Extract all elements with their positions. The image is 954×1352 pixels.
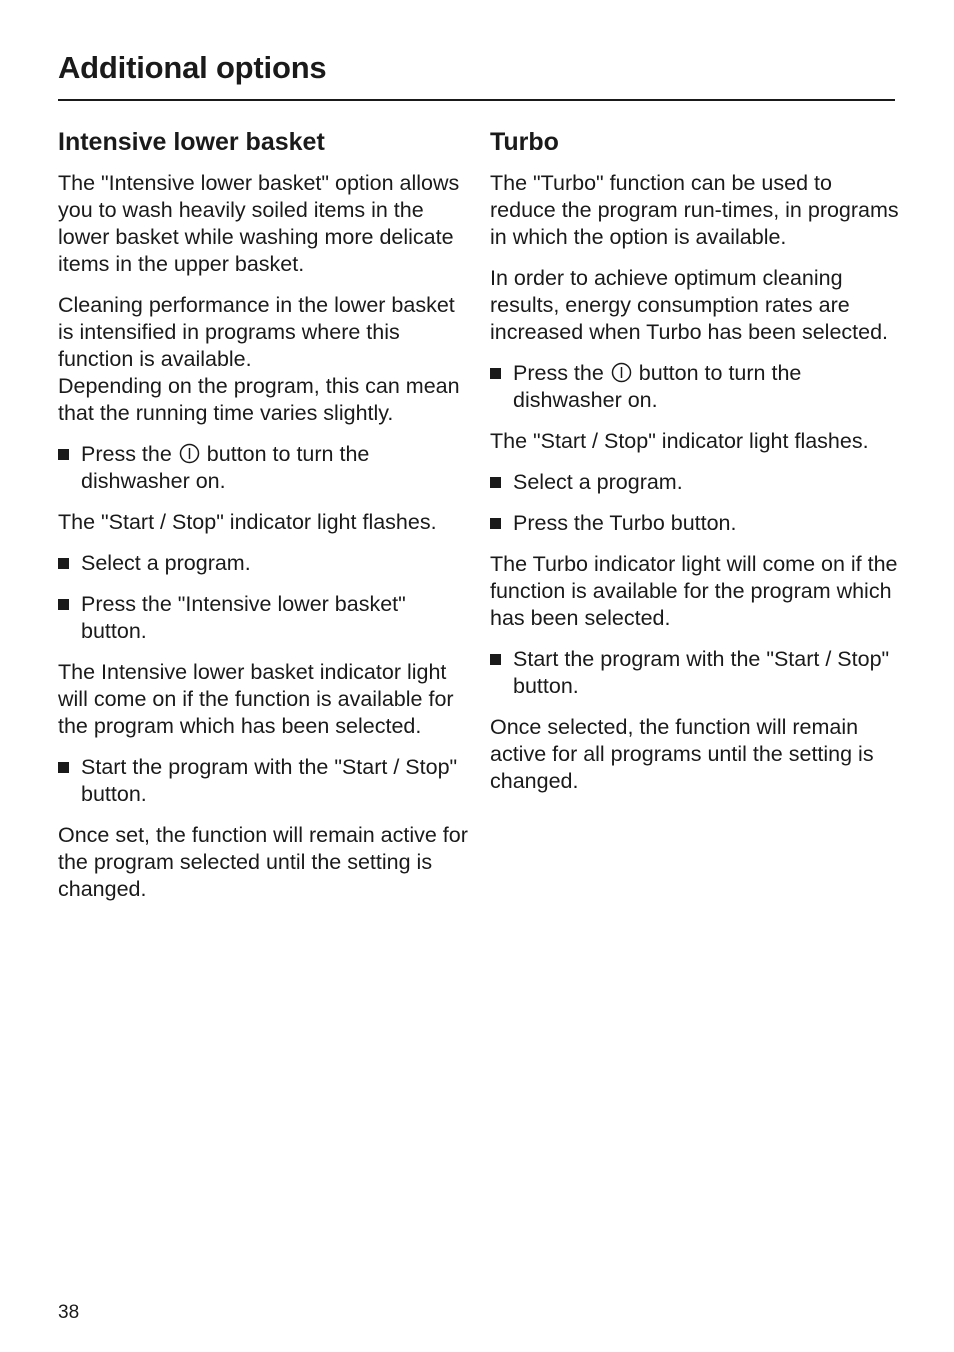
- paragraph: The "Intensive lower basket" option allows you to wash heavily soiled items in the lower basket while washing more delicate items in the upper basket.: [58, 171, 460, 276]
- instruction-step: [58, 754, 468, 808]
- instruction-step: [490, 510, 900, 537]
- square-bullet-icon: [58, 449, 69, 460]
- paragraph: In order to achieve optimum cleaning results, energy consumption rates are increased when Turbo has been selected.: [490, 266, 889, 344]
- square-bullet-icon: [58, 558, 69, 569]
- paragraph: [58, 292, 468, 427]
- paragraph: Once set, the function will remain active for the program selected until the setting is changed.: [58, 823, 468, 901]
- power-button-icon: [611, 362, 632, 383]
- step-text: button to turn the dishwasher on.: [513, 361, 802, 412]
- step-text: Press the "Intensive lower basket" button.: [81, 592, 406, 643]
- paragraph: The "Turbo" function can be used to reduce the program run-times, in programs in which the option is available.: [490, 171, 899, 249]
- paragraph: The "Start / Stop" indicator light flashes.: [490, 429, 869, 453]
- paragraph: The "Start / Stop" indicator light flashes.: [58, 510, 437, 534]
- square-bullet-icon: [490, 654, 501, 665]
- step-text: Select a program.: [81, 551, 251, 575]
- step-text: Start the program with the "Start / Stop" button.: [81, 755, 458, 806]
- instruction-step: [58, 591, 468, 645]
- page-number: 38: [58, 1302, 80, 1323]
- section-heading: Turbo: [490, 128, 559, 156]
- step-text: Select a program.: [513, 470, 683, 494]
- title-rule: [58, 99, 895, 101]
- section-turbo: [490, 126, 900, 809]
- square-bullet-icon: [490, 477, 501, 488]
- power-button-icon: [179, 443, 200, 464]
- square-bullet-icon: [490, 518, 501, 529]
- instruction-step: [490, 360, 900, 414]
- paragraph: The Turbo indicator light will come on if the function is available for the program which has been selected.: [490, 552, 898, 630]
- square-bullet-icon: [58, 599, 69, 610]
- instruction-step: [490, 469, 900, 496]
- section-heading: Intensive lower basket: [58, 128, 325, 156]
- instruction-step: [58, 550, 468, 577]
- step-text: Press the Turbo button.: [513, 511, 737, 535]
- square-bullet-icon: [58, 762, 69, 773]
- page-title: Additional options: [58, 50, 327, 85]
- step-text: button to turn the dishwasher on.: [81, 442, 370, 493]
- instruction-step: [490, 646, 900, 700]
- step-text: Press the: [81, 442, 172, 466]
- instruction-step: [58, 441, 468, 495]
- paragraph-line: Cleaning performance in the lower basket is intensified in programs where this function is available.: [58, 293, 455, 371]
- paragraph: Once selected, the function will remain active for all programs until the setting is changed.: [490, 715, 874, 793]
- paragraph-line: Depending on the program, this can mean that the running time varies slightly.: [58, 374, 460, 425]
- step-text: Press the: [513, 361, 604, 385]
- section-intensive-lower-basket: [58, 126, 468, 917]
- step-text: Start the program with the "Start / Stop" button.: [513, 647, 890, 698]
- square-bullet-icon: [490, 368, 501, 379]
- paragraph: The Intensive lower basket indicator light will come on if the function is available for the program which has been selected.: [58, 660, 454, 738]
